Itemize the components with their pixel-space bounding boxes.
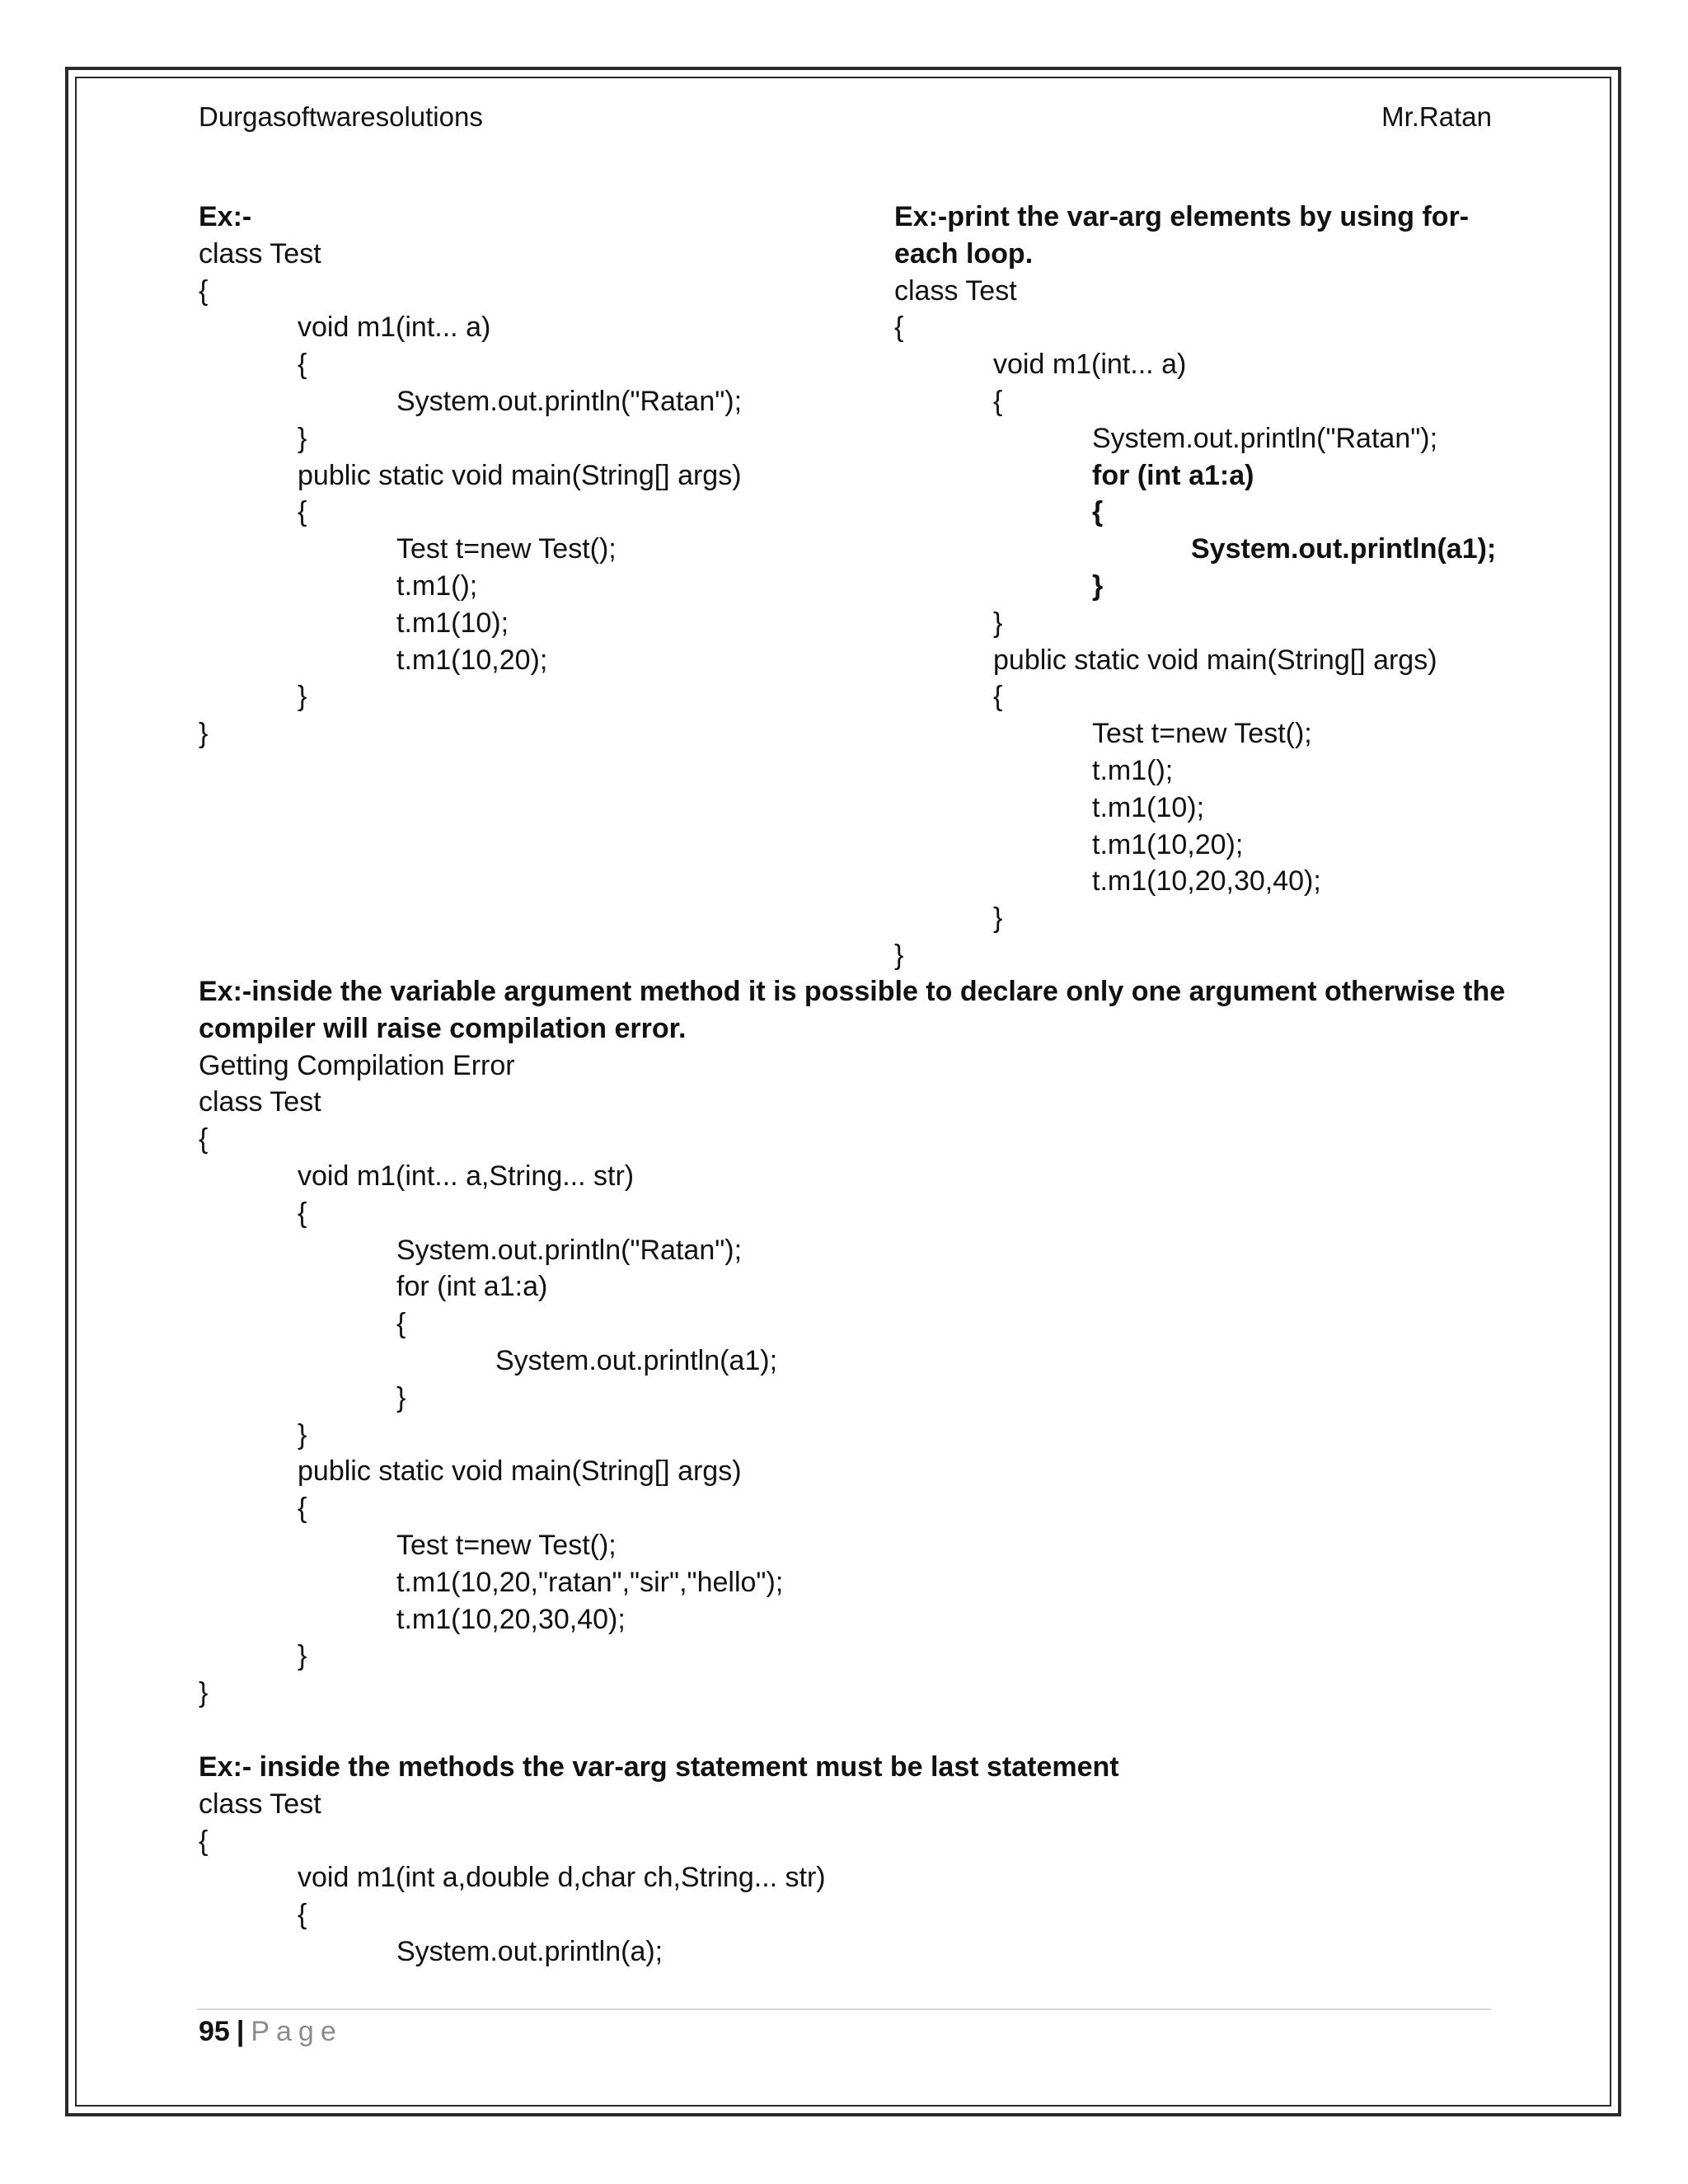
example-2-code [894, 199, 1496, 974]
example-2-heading-cont: each loop. [894, 237, 1034, 269]
code-line: class Test [894, 274, 1017, 307]
footer-divider [197, 2008, 1491, 2010]
code-line: public static void main(String[] args) [298, 459, 742, 491]
code-line: t.m1(10,20); [396, 644, 548, 676]
code-line: for (int a1:a) [1092, 459, 1254, 491]
code-line: } [1092, 569, 1104, 602]
code-line: Test t=new Test(); [396, 533, 617, 565]
example-4-code [199, 1749, 1119, 1971]
code-line: { [894, 312, 904, 344]
code-line: t.m1(10,20,30,40); [396, 1603, 626, 1635]
code-line: } [298, 1640, 307, 1672]
code-line: Test t=new Test(); [1092, 718, 1312, 750]
code-line: t.m1(10,20,"ratan","sir","hello"); [396, 1566, 784, 1598]
code-line: { [199, 1825, 209, 1857]
code-line: { [993, 681, 1003, 713]
code-line: { [298, 349, 307, 381]
code-line: System.out.println("Ratan"); [1092, 422, 1438, 454]
code-line: { [298, 1899, 307, 1931]
code-line: { [993, 385, 1003, 417]
example-3-heading: Ex:-inside the variable argument method it is possible to declare only one argument otherwise the [199, 976, 1506, 1007]
code-line: for (int a1:a) [396, 1271, 548, 1303]
code-line: { [298, 496, 307, 528]
code-line: } [298, 1418, 307, 1451]
code-line: System.out.println(a1); [1191, 533, 1497, 565]
example-3-heading-cont: compiler will raise compilation error. [199, 1012, 687, 1044]
code-line: Test t=new Test(); [396, 1529, 617, 1561]
code-line: t.m1(10,20); [1092, 828, 1244, 860]
code-line: System.out.println(a1); [495, 1344, 778, 1376]
example-4-heading: Ex:- inside the methods the var-arg statement must be last statement [199, 1751, 1119, 1783]
code-line: class Test [199, 237, 321, 269]
code-line: t.m1(10); [1092, 791, 1205, 823]
code-line: System.out.println(a); [396, 1935, 663, 1967]
code-line: } [298, 422, 307, 454]
code-line: } [199, 718, 209, 750]
code-line: public static void main(String[] args) [993, 644, 1437, 676]
footer-separator: | [236, 2016, 245, 2047]
code-line: public static void main(String[] args) [298, 1455, 742, 1488]
code-line: t.m1(); [1092, 754, 1174, 786]
page-footer [199, 2013, 343, 2050]
code-line: t.m1(10); [396, 607, 509, 639]
example-1-code [199, 199, 742, 752]
header-author: Mr.Ratan [1381, 101, 1492, 132]
code-line: } [993, 902, 1003, 935]
code-line: } [199, 1677, 209, 1709]
code-line: void m1(int a,double d,char ch,String... str) [298, 1862, 826, 1894]
example-1-heading: Ex:- [199, 201, 252, 232]
example-3-code [199, 973, 1505, 1712]
compilation-error-note: Getting Compilation Error [199, 1049, 515, 1081]
code-line: class Test [199, 1788, 321, 1820]
code-line: } [396, 1381, 406, 1413]
code-line: { [298, 1197, 307, 1229]
code-line: System.out.println("Ratan"); [396, 1234, 743, 1266]
code-line: void m1(int... a) [298, 312, 491, 344]
code-line: void m1(int... a) [993, 349, 1187, 381]
code-line: { [396, 1308, 406, 1340]
code-line: } [298, 681, 307, 713]
code-line: { [199, 274, 209, 307]
page-label: Page [251, 2016, 343, 2047]
code-line: { [298, 1493, 307, 1525]
code-line: { [1092, 496, 1104, 528]
code-line: t.m1(10,20,30,40); [1092, 865, 1321, 898]
page-number: 95 [199, 2016, 230, 2047]
code-line: void m1(int... a,String... str) [298, 1160, 635, 1192]
code-line: t.m1(); [396, 569, 478, 602]
code-line: } [993, 607, 1003, 639]
code-line: class Test [199, 1086, 321, 1118]
example-2-heading: Ex:-print the var-arg elements by using for- [894, 201, 1470, 232]
header-company: Durgasoftwaresolutions [199, 101, 483, 132]
code-line: } [894, 939, 904, 971]
code-line: System.out.println("Ratan"); [396, 385, 743, 417]
code-line: { [199, 1123, 209, 1155]
